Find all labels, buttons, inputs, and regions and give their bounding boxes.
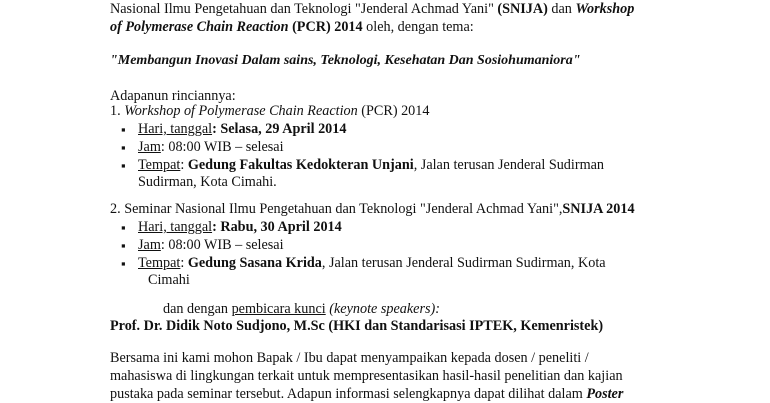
keynote-speaker-line [110,318,603,335]
place-address: , Jalan terusan Jenderal Sudirman Sudirman, Kota [321,255,606,271]
date-label: Hari, tanggal [138,219,213,235]
time-value: : 08:00 WIB – selesai [160,237,284,253]
intro-line-2 [110,19,474,36]
workshop-place [138,157,604,174]
seminar-time [138,237,284,254]
pcr-title: of Polymerase Chain Reaction [110,19,289,35]
place-building: Gedung Fakultas Kedokteran Unjani [187,157,414,173]
keynote-line [163,301,440,318]
workshop-word: Workshop [575,1,635,17]
workshop-title: Workshop of Polymerase Chain Reaction [124,103,358,119]
place-colon: : [180,157,188,173]
intro-line-1 [110,1,634,18]
theme: "Membangun Inovasi Dalam sains, Teknologi, Kesehatan Dan Sosiohumaniora" [110,53,581,68]
keynote-paren: (keynote speakers): [325,301,440,317]
bullet-icon: ▪ [121,158,126,173]
intro-text: oleh, dengan tema: [362,19,474,35]
speaker-affiliation: (HKI dan Standarisasi IPTEK, Kemenristek) [324,318,604,334]
place-label: Tempat [138,255,181,271]
date-value: : Rabu, 30 April 2014 [212,219,342,235]
list-number: 1. [110,103,121,119]
closing-line-1: Bersama ini kami mohon Bapak / Ibu dapat menyampaikan kepada dosen / peneliti / [110,350,589,366]
workshop-time [138,139,284,156]
closing-text: pustaka pada seminar tersebut. Adapun informasi selengkapnya dapat dilihat dalam [110,386,587,402]
time-value: : 08:00 WIB – selesai [160,139,284,155]
place-label: Tempat [138,157,181,173]
bullet-icon: ▪ [121,238,126,253]
intro-text: Nasional Ilmu Pengetahuan dan Teknologi "Jenderal Achmad Yani" [110,1,498,17]
keynote-lead: dan dengan [163,301,232,317]
closing-line-2: mahasiswa di lingkungan terkait untuk mempresentasikan hasil-hasil penelitian dan kajian [110,368,623,384]
workshop-place-cont: Sudirman, Kota Cimahi. [138,174,277,190]
keynote-label: pembicara kunci [231,301,326,317]
place-colon: : [180,255,188,271]
seminar-abbrev: SNIJA 2014 [562,201,635,217]
intro-text: dan [547,1,576,17]
bullet-icon: ▪ [121,220,126,235]
seminar-heading [110,201,635,218]
date-label: Hari, tanggal [138,121,213,137]
bullet-icon: ▪ [121,122,126,137]
workshop-heading [110,103,429,120]
list-number: 2. [110,201,121,217]
snija-abbrev: (SNIJA) [497,1,548,17]
seminar-place [138,255,606,272]
time-label: Jam [138,139,161,155]
place-building: Gedung Sasana Krida [187,255,322,271]
time-label: Jam [138,237,161,253]
poster-word: Poster [586,386,624,402]
date-value: : Selasa, 29 April 2014 [212,121,347,137]
seminar-title: Seminar Nasional Ilmu Pengetahuan dan Teknologi "Jenderal Achmad Yani", [124,201,563,217]
seminar-place-cont: Cimahi [148,272,190,288]
workshop-date [138,121,346,138]
pcr-year: (PCR) 2014 [288,19,363,35]
seminar-date [138,219,342,236]
details-intro: Adapanun rinciannya: [110,88,236,104]
bullet-icon: ▪ [121,256,126,271]
bullet-icon: ▪ [121,140,126,155]
place-address: , Jalan terusan Jenderal Sudirman [413,157,604,173]
closing-line-3 [110,386,623,403]
speaker-name: Prof. Dr. Didik Noto Sudjono, M.Sc [110,318,325,334]
workshop-title-year: (PCR) 2014 [357,103,430,119]
